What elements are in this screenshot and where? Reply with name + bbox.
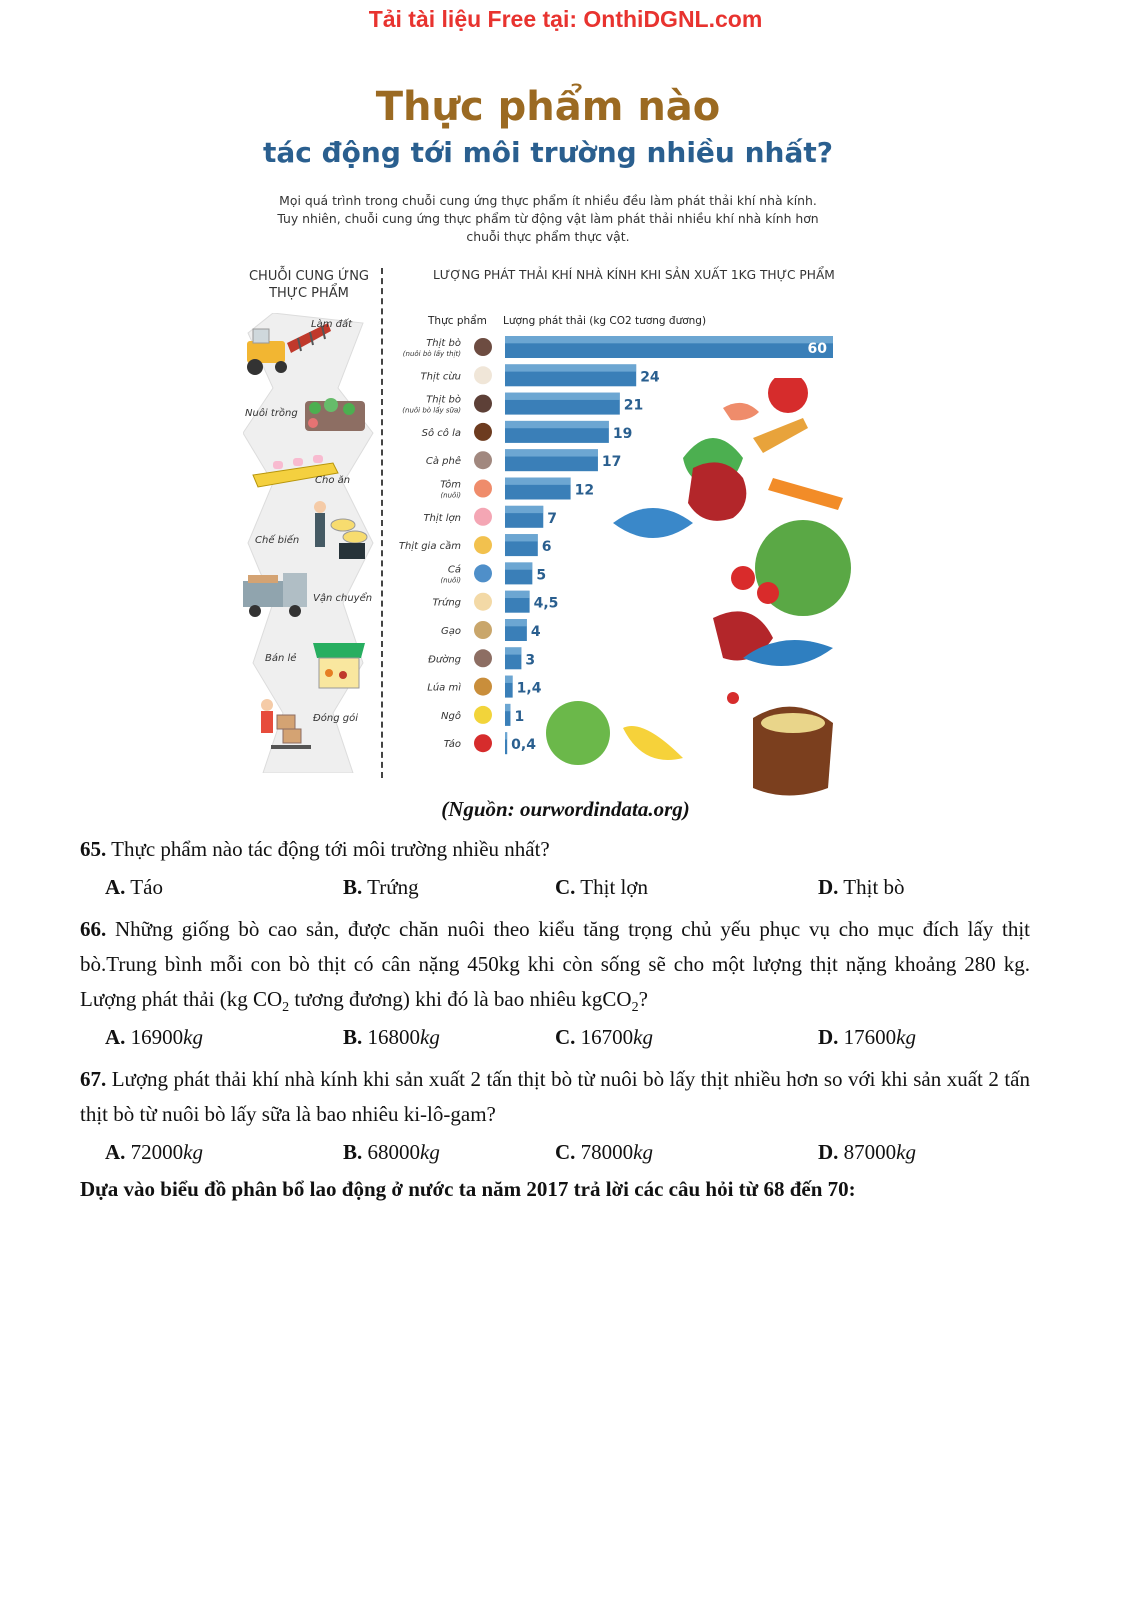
supply-step-label: Nuôi trồng (245, 408, 298, 419)
bar-value-label: 21 (623, 397, 644, 414)
source-citation: (Nguồn: ourwordindata.org) (441, 797, 690, 821)
food-illustration (603, 378, 853, 798)
option-c[interactable]: C. 78000kg (555, 1140, 653, 1164)
supply-heading-line: THỰC PHẨM (269, 286, 349, 301)
category-label: Tôm (440, 479, 461, 491)
category-label: Sô cô la (421, 427, 461, 439)
food-icon (474, 480, 492, 498)
cabbage-icon (546, 701, 610, 765)
option-d[interactable]: D. 17600kg (818, 1025, 916, 1049)
food-icon (474, 649, 492, 667)
bar-value-label: 5 (536, 567, 547, 584)
bar-highlight (505, 421, 609, 428)
bar-value-label: 7 (547, 510, 558, 527)
food-icon (474, 338, 492, 356)
site-banner: Tải tài liệu Free tại: OnthiDGNL.com (368, 6, 763, 32)
cherry-icon (727, 692, 739, 704)
category-label: Cá (447, 564, 461, 576)
supply-heading-line: CHUỖI CUNG ỨNG (248, 269, 370, 284)
bar-value-label: 1 (514, 708, 525, 725)
infographic-subtitle: tác động tới môi trường nhiều nhất? (263, 136, 833, 169)
question-number: 65. (80, 837, 107, 861)
question-66 (80, 912, 1030, 1025)
category-label: Đường (428, 654, 461, 666)
supply-chain-heading (243, 268, 375, 302)
bar-highlight (505, 732, 507, 739)
option-d[interactable]: D. 87000kg (818, 1140, 916, 1164)
food-icon (474, 366, 492, 384)
food-icon (474, 593, 492, 611)
bar-value-label: 60 (807, 341, 827, 357)
intro-line: Mọi quá trình trong chuỗi cung ứng thực phẩm ít nhiều đều làm phát thải khí nhà kính. (279, 193, 817, 208)
food-icon (474, 564, 492, 582)
rice-grain-icon (761, 713, 825, 733)
carrot-icon (768, 478, 843, 510)
category-label: Gạo (441, 626, 461, 637)
bar-highlight (505, 364, 636, 371)
category-label: Trứng (432, 597, 461, 609)
question-text: ? (638, 987, 648, 1011)
category-label: Thịt lợn (423, 512, 461, 524)
supply-step-label: Đóng gói (313, 713, 358, 724)
category-label: Thịt cừu (420, 371, 461, 383)
subscript: 2 (631, 1000, 639, 1016)
steak-icon (688, 462, 746, 520)
bar-value-label: 24 (640, 369, 660, 386)
food-icon (474, 678, 492, 696)
bar-highlight (505, 506, 543, 513)
bar-value-label: 1,4 (516, 680, 542, 697)
question-text: Lượng phát thải khí nhà kính khi sản xuất 2 tấn thịt bò từ nuôi bò lấy thịt nhiều hơn so với khi sản xuất 2 tấn thịt bò từ nuôi bò lấy sữa là bao nhiêu ki-lô-gam? (80, 1067, 1031, 1126)
apple-icon (768, 378, 808, 413)
category-label: Táo (443, 739, 461, 751)
bar-value-label: 0,4 (511, 737, 536, 754)
subscript: 2 (282, 1000, 290, 1016)
food-icon (474, 423, 492, 441)
question-text: tương đương) khi đó là bao nhiêu kgCO (289, 987, 632, 1011)
option-b[interactable]: B. Trứng (343, 875, 419, 899)
category-label: Thịt bò (426, 338, 461, 349)
food-icon (474, 451, 492, 469)
bar-highlight (505, 534, 538, 541)
chart-heading: LƯỢNG PHÁT THẢI KHÍ NHÀ KÍNH KHI SẢN XUẤT 1KG THỰC PHẨM (433, 268, 835, 282)
farmer-planting-icon (305, 398, 365, 431)
banana-icon (623, 726, 683, 760)
food-icon (474, 536, 492, 554)
option-a[interactable]: A. Táo (105, 875, 163, 899)
bar-value-label: 3 (525, 652, 536, 669)
category-label: Lúa mì (427, 682, 461, 694)
question-67 (80, 1062, 1030, 1132)
infographic-title: Thực phẩm nào (375, 84, 721, 130)
category-label: Ngô (441, 710, 461, 722)
question-65 (80, 832, 550, 866)
food-icon (474, 706, 492, 724)
option-c[interactable]: C. Thịt lợn (555, 875, 648, 899)
bar-highlight (505, 478, 571, 485)
bar-highlight (505, 336, 833, 343)
bar-highlight (505, 619, 527, 626)
supply-step-label: Vận chuyển (313, 593, 373, 604)
column-header-emission: Lượng phát thải (kg CO2 tương đương) (503, 315, 707, 327)
question-number: 67. (80, 1067, 107, 1091)
category-label: Thịt gia cầm (398, 541, 461, 553)
bar-value-label: 12 (574, 482, 595, 499)
supply-step-label: Cho ăn (315, 475, 351, 486)
cabbage-illustration (543, 698, 613, 768)
option-c[interactable]: C. 16700kg (555, 1025, 653, 1049)
infographic (243, 78, 853, 798)
food-icon (474, 734, 492, 752)
fish-icon (613, 508, 693, 538)
category-note: (nuôi) (440, 491, 461, 500)
intro-line: Tuy nhiên, chuỗi cung ứng thực phẩm từ động vật làm phát thải nhiều khí nhà kính hơn (277, 211, 819, 226)
tomato-icon (757, 582, 779, 604)
option-b[interactable]: B. 16800kg (343, 1025, 440, 1049)
infographic-intro (263, 192, 833, 246)
category-note: (nuôi bò lấy thịt) (402, 350, 461, 358)
supply-step-label: Làm đất (311, 319, 353, 330)
supply-chain-illustration (243, 313, 378, 773)
bar-value-label: 4 (530, 624, 541, 640)
option-a[interactable]: A. 72000kg (105, 1140, 203, 1164)
bar-value-label: 19 (612, 425, 633, 442)
option-b[interactable]: B. 68000kg (343, 1140, 440, 1164)
supply-step-label: Chế biến (255, 535, 300, 546)
question-text: Thực phẩm nào tác động tới môi trường nhiều nhất? (111, 837, 550, 861)
bar-highlight (505, 676, 513, 683)
category-label: Cà phê (425, 456, 461, 468)
option-d[interactable]: D. Thịt bò (818, 875, 905, 899)
question-number: 66. (80, 917, 107, 941)
category-note: (nuôi bò lấy sữa) (402, 406, 461, 415)
section-instruction: Dựa vào biểu đồ phân bổ lao động ở nước ta năm 2017 trả lời các câu hỏi từ 68 đến 70: (80, 1177, 856, 1201)
supply-step-label: Bán lẻ (265, 653, 297, 664)
retail-stall-icon (313, 643, 365, 688)
bar-highlight (505, 647, 521, 654)
bar-highlight (505, 562, 532, 569)
bar-value-label: 17 (601, 454, 622, 471)
question-text: Những giống bò cao sản, được chăn nuôi theo kiểu tăng trọng chủ yếu phục vụ cho mục đích lấy thịt bò.Trung bình mỗi con bò thịt có cân nặng 450kg khi còn sống sẽ cho một lượng thịt nặng khoảng 280 kg. Lượng phát thải (kg CO (80, 917, 1030, 1011)
bar-highlight (505, 449, 598, 456)
food-icon (474, 621, 492, 639)
category-note: (nuôi) (440, 576, 461, 585)
bar-value-label: 6 (541, 539, 552, 556)
option-a[interactable]: A. 16900kg (105, 1025, 203, 1049)
bar-value-label: 4,5 (533, 595, 559, 612)
bar-highlight (505, 704, 510, 711)
category-label: Thịt bò (426, 394, 461, 406)
wheat-icon (753, 418, 808, 453)
bar-highlight (505, 591, 530, 598)
food-icon (474, 508, 492, 526)
column-header-food: Thực phẩm (428, 315, 487, 327)
intro-line: chuỗi thực phẩm thực vật. (466, 229, 630, 244)
tomato-icon (731, 566, 755, 590)
food-icon (474, 395, 492, 413)
shrimp-icon (723, 403, 759, 420)
